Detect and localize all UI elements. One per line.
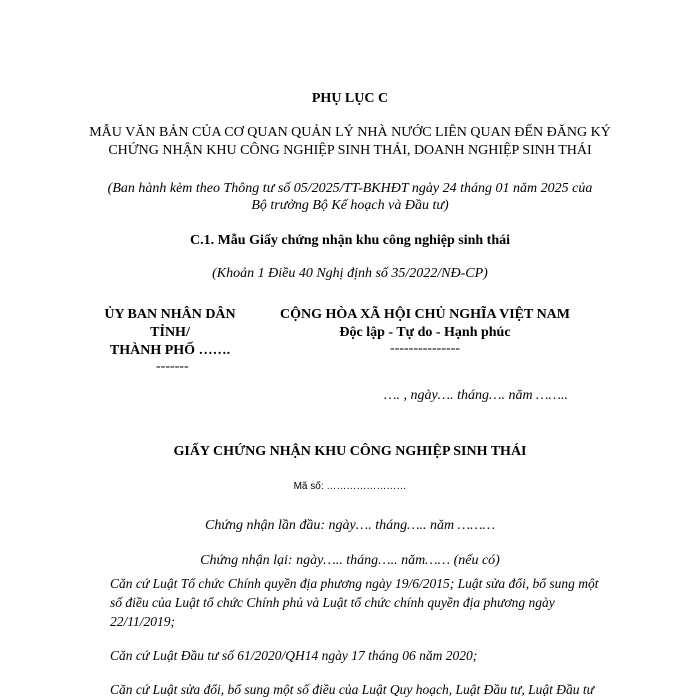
- appendix-title: PHỤ LỤC C: [311, 91, 389, 106]
- certificate-code: Mã số: ……………………: [293, 481, 407, 492]
- appendix-subtitle: MẪU VĂN BẢN CỦA CƠ QUAN QUẢN LÝ NHÀ NƯỚC LIÊN QUAN ĐẾN ĐĂNG KÝ CHỨNG NHẬN KHU CÔNG NGHIỆP SINH THÁI, DOANH NGHIỆP SINH THÁI: [89, 125, 611, 158]
- authority-rule: -------: [156, 359, 189, 374]
- certificate-title: GIẤY CHỨNG NHẬN KHU CÔNG NGHIỆP SINH THÁI: [173, 444, 527, 459]
- issued-note-line-2: Bộ trưởng Bộ Kế hoạch và Đầu tư): [251, 198, 449, 213]
- authority-line-3: THÀNH PHỐ …….: [109, 343, 231, 358]
- first-certification-date: Chứng nhận lần đầu: ngày…. tháng….. năm ………: [205, 518, 495, 533]
- national-motto: Độc lập - Tự do - Hạnh phúc: [339, 325, 511, 340]
- re-certification-date: Chứng nhận lại: ngày….. tháng….. năm…… (nếu có): [200, 553, 500, 568]
- issued-note-line-1: (Ban hành kèm theo Thông tư số 05/2025/TT-BKHĐT ngày 24 tháng 01 năm 2025 của: [107, 181, 593, 196]
- legal-basis-amendment-law: Căn cứ Luật sửa đổi, bổ sung một số điều của Luật Quy hoạch, Luật Đầu tư, Luật Đầu tư: [110, 682, 594, 697]
- national-rule: ---------------: [390, 341, 460, 356]
- form-legal-basis: (Khoản 1 Điều 40 Nghị định số 35/2022/NĐ-CP): [212, 266, 488, 281]
- national-title: CỘNG HÒA XÃ HỘI CHỦ NGHĨA VIỆT NAM: [279, 307, 570, 322]
- date-line: …. , ngày…. tháng…. năm ……..: [384, 388, 568, 403]
- legal-basis-local-government: Căn cứ Luật Tổ chức Chính quyền địa phương ngày 19/6/2015; Luật sửa đổi, bổ sung một số điều của Luật tổ chức Chính phủ và Luật tổ chức chính quyền địa phương ngày 22/11/2019;: [110, 576, 599, 629]
- authority-line-1: ỦY BAN NHÂN DÂN: [104, 307, 236, 322]
- form-heading: C.1. Mẫu Giấy chứng nhận khu công nghiệp sinh thái: [189, 233, 510, 248]
- authority-line-2: TỈNH/: [150, 325, 190, 340]
- legal-basis-investment-law: Căn cứ Luật Đầu tư số 61/2020/QH14 ngày 17 tháng 06 năm 2020;: [110, 648, 478, 663]
